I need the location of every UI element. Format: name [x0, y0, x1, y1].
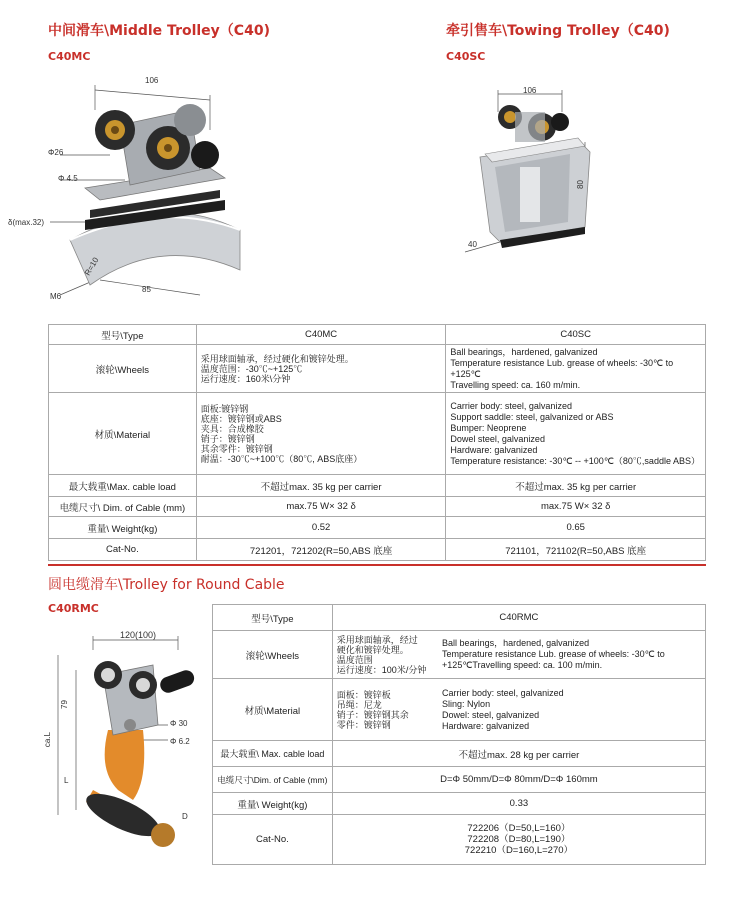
table2-c40rmc-header: C40RMC [332, 605, 705, 631]
middle-trolley-illustration [40, 70, 280, 315]
dim-towing-40: 40 [468, 240, 477, 249]
table1-weight-row [49, 517, 706, 539]
table2-cat-label: Cat-No. [213, 815, 333, 865]
table2-dim-value: D=Φ 50mm/D=Φ 80mm/D=Φ 160mm [332, 767, 705, 793]
dim-cal: ca.L [43, 731, 53, 748]
table1-material-row [49, 393, 706, 475]
table1-dim-row [49, 497, 706, 517]
table2-wheels-row [213, 631, 706, 679]
table2-header-row [213, 605, 706, 631]
table2-material-zh: 面板：镀锌板 吊绳：尼龙 销子：镀锌钢其余 零件：镀锌钢 [332, 679, 438, 741]
table2-weight-value: 0.33 [332, 793, 705, 815]
dim-85: 85 [142, 285, 151, 294]
table1-weight-c40sc: 0.65 [446, 517, 706, 539]
table2-wheels-label: 滚轮\Wheels [213, 631, 333, 679]
table1-cat-row [49, 539, 706, 561]
table2-load-row [213, 741, 706, 767]
table1-dim-c40mc: max.75 W× 32 δ [196, 497, 446, 517]
table2-cat-value: 722206（D=50,L=160） 722208（D=80,L=190） 722210（D=160,L=270） [332, 815, 705, 865]
spec-table-2 [212, 604, 706, 865]
table1-material-c40sc: Carrier body: steel, galvanized Support saddle: steel, galvanized or ABS Bumper: Neoprene Dowel steel, galvanized Hardware: galvanized Temperature resistance: -30℃ -- +100℃（80℃,saddle ABS） [446, 393, 706, 475]
round-cable-trolley-title: 圆电缆滑车\Trolley for Round Cable [48, 577, 285, 593]
table1-load-label: 最大载重\Max. cable load [49, 475, 197, 497]
dim-delta: δ(max.32) [8, 218, 45, 227]
table2-load-value: 不超过max. 28 kg per carrier [332, 741, 705, 767]
towing-trolley-illustration [460, 82, 620, 282]
dim-r10: R=10 [82, 255, 101, 278]
dim-phi45: Φ 4.5 [58, 174, 78, 183]
table2-weight-row [213, 793, 706, 815]
table1-cat-label: Cat-No. [49, 539, 197, 561]
spec-table-1 [48, 324, 706, 561]
dim-towing-80: 80 [575, 180, 585, 189]
towing-trolley-title: 牵引售车\Towing Trolley（C40) [446, 23, 670, 39]
table2-type-label: 型号\Type [213, 605, 333, 631]
table1-weight-label: 重量\ Weight(kg) [49, 517, 197, 539]
table1-wheels-row [49, 345, 706, 393]
middle-trolley-model: C40MC [48, 50, 91, 63]
dim-towing-106: 106 [523, 86, 537, 95]
dim-l: L [64, 776, 69, 785]
table2-wheels-zh: 采用球面轴承，经过 硬化和镀锌处理。 温度范围 运行速度：100米/分钟 [332, 631, 438, 679]
towing-trolley-model: C40SC [446, 50, 486, 63]
dim-phi30: Φ 30 [170, 719, 188, 728]
table1-cat-c40mc: 721201，721202(R=50,ABS 底座 [196, 539, 446, 561]
dim-79: 79 [59, 700, 69, 709]
table2-dim-row [213, 767, 706, 793]
dim-120: 120(100) [120, 630, 157, 640]
table1-header-row [49, 325, 706, 345]
table1-wheels-c40mc: 采用球面轴承，经过硬化和镀锌处理。 温度范围：-30℃~+125℃ 运行速度：160米\分钟 [196, 345, 446, 393]
table1-material-label: 材质\Material [49, 393, 197, 475]
dim-m6: M6 [50, 292, 62, 301]
table1-cat-c40sc: 721101，721102(R=50,ABS 底座 [446, 539, 706, 561]
middle-trolley-title: 中间滑车\Middle Trolley（C40) [48, 23, 270, 39]
table1-wheels-c40sc: Ball bearings，hardened, galvanized Temperature resistance Lub. grease of wheels: -30℃ to +125℃ Travelling speed: ca. 160 m/min. [446, 345, 706, 393]
table1-weight-c40mc: 0.52 [196, 517, 446, 539]
table2-material-en: Carrier body: steel, galvanized Sling: Nylon Dowel: steel, galvanized Hardware: galvanized [438, 679, 705, 741]
dim-phi26: Φ26 [48, 148, 64, 157]
table1-load-row [49, 475, 706, 497]
dim-phi62: Φ 6.2 [170, 737, 190, 746]
table2-material-label: 材质\Material [213, 679, 333, 741]
table1-material-c40mc: 面板:镀锌钢 底座：镀锌钢或ABS 夹具：合成橡胶 销子：镀锌钢 其余零件：镀锌钢 耐温：-30℃~+100℃（80℃, ABS底座） [196, 393, 446, 475]
table1-dim-label: 电缆尺寸\ Dim. of Cable (mm) [49, 497, 197, 517]
section-divider [48, 564, 706, 566]
table1-dim-c40sc: max.75 W× 32 δ [446, 497, 706, 517]
round-cable-trolley-model: C40RMC [48, 602, 99, 615]
table1-load-c40sc: 不超过max. 35 kg per carrier [446, 475, 706, 497]
table2-weight-label: 重量\ Weight(kg) [213, 793, 333, 815]
table2-wheels-en: Ball bearings，hardened, galvanized Temperature resistance Lub. grease of wheels: -30℃ to +125℃Travelling speed: ca. 100 m/min. [438, 631, 705, 679]
table1-c40sc-header: C40SC [446, 325, 706, 345]
table1-c40mc-header: C40MC [196, 325, 446, 345]
dim-d: D [182, 812, 188, 821]
table2-dim-label: 电缆尺寸\Dim. of Cable (mm) [213, 767, 333, 793]
table2-load-label: 最大载重\ Max. cable load [213, 741, 333, 767]
table1-load-c40mc: 不超过max. 35 kg per carrier [196, 475, 446, 497]
table1-type-label: 型号\Type [49, 325, 197, 345]
dim-106: 106 [145, 76, 159, 85]
table2-cat-row [213, 815, 706, 865]
table2-material-row [213, 679, 706, 741]
table1-wheels-label: 滚轮\Wheels [49, 345, 197, 393]
